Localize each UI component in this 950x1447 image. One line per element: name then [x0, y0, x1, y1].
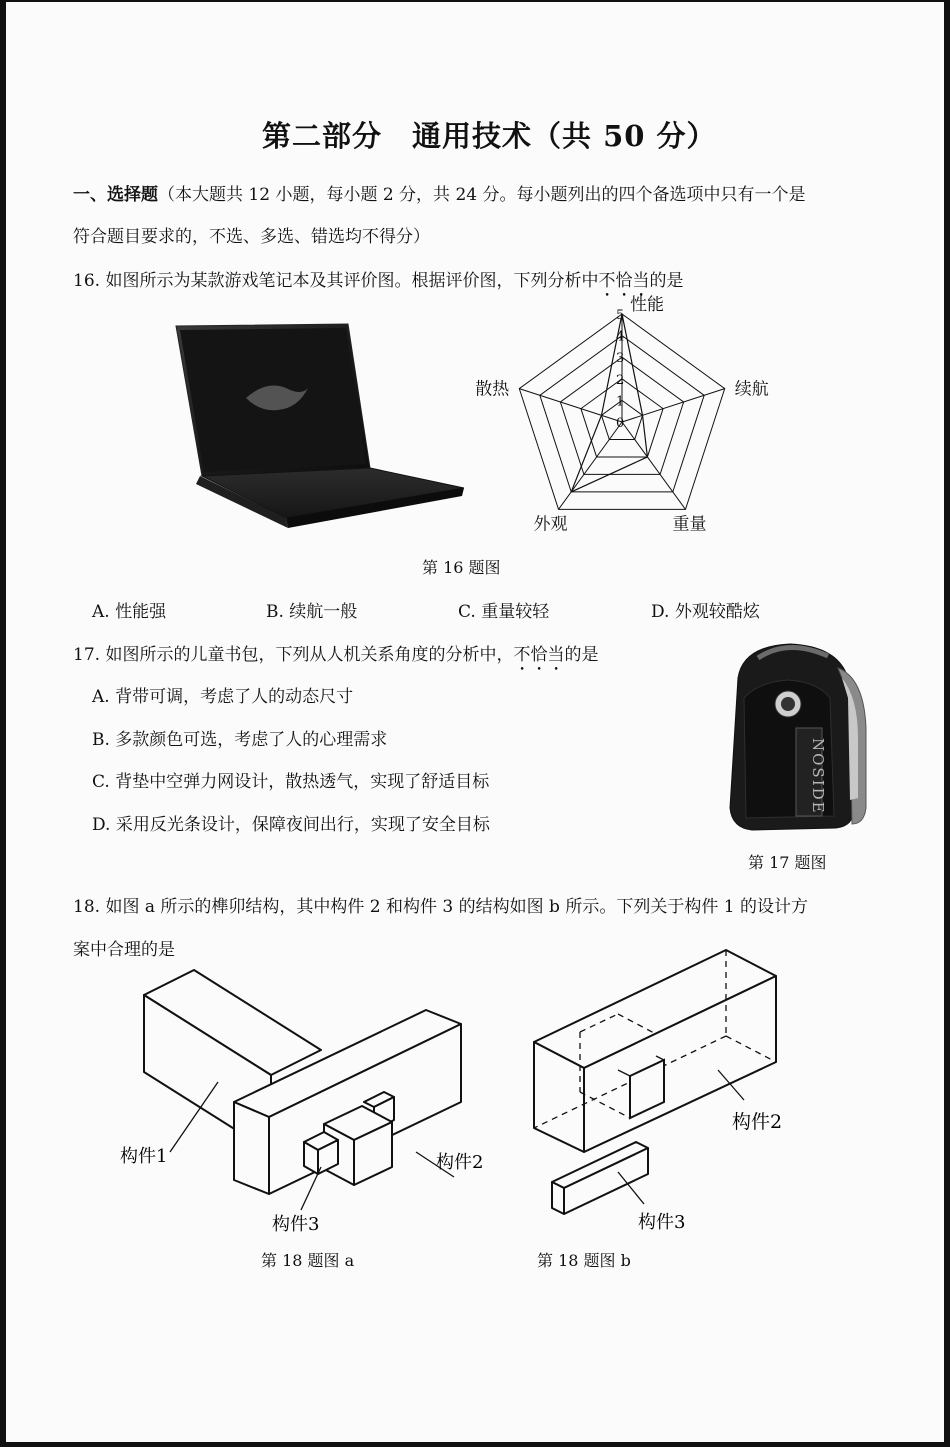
q16-caption: 第 16 题图: [422, 558, 501, 577]
radar-axis-label: 外观: [533, 514, 568, 535]
q16-option-c: C. 重量较轻: [458, 602, 550, 622]
q16-stem-emphasis: 不恰当: [598, 271, 650, 291]
radar-axis-label: 散热: [475, 379, 510, 400]
q16-option-b: B. 续航一般: [266, 602, 358, 622]
section-desc-1: （本大题共 12 小题，每小题 2 分，共 24 分。每小题列出的四个备选项中只有一个是: [158, 185, 806, 205]
q17-stem: [73, 640, 598, 675]
exam-page: [6, 2, 944, 1442]
backpack-image: [718, 638, 868, 838]
radar-axis-label: 续航: [734, 379, 769, 400]
radar-scale-labels: [616, 308, 624, 431]
q18-stem-line1: 18. 如图 a 所示的榫卯结构，其中构件 2 和构件 3 的结构如图 b 所示。下列关于构件 1 的设计方: [73, 897, 808, 917]
q17-option-d: D. 采用反光条设计，保障夜间出行，实现了安全目标: [92, 815, 490, 835]
radar-scale-label: 5: [616, 308, 625, 323]
q16-option-a: A. 性能强: [92, 602, 167, 622]
radar-chart: [474, 294, 774, 552]
q17-option-a: A. 背带可调，考虑了人的动态尺寸: [92, 687, 354, 707]
q17-option-c: C. 背垫中空弹力网设计，散热透气，实现了舒适目标: [92, 772, 490, 792]
fig18b-label-2: 构件2: [732, 1111, 783, 1133]
radar-axis-line: [559, 422, 622, 509]
laptop-image: [166, 318, 466, 532]
fig18a-label-2: 构件2: [436, 1152, 484, 1173]
radar-scale-label: 4: [616, 329, 625, 345]
fig18a-caption: 第 18 题图 a: [261, 1251, 355, 1270]
section-desc-2: 符合题目要求的，不选、多选、错选均不得分）: [73, 227, 430, 247]
radar-value-polygon: [571, 314, 647, 492]
radar-axis-label: 性能: [630, 295, 664, 315]
backpack-print-text: NOSIDE: [809, 738, 827, 815]
q16-option-d: D. 外观较酷炫: [651, 602, 760, 622]
radar-axis-line: [622, 389, 725, 422]
radar-scale-label: 1: [616, 394, 625, 410]
q18-stem-line2: 案中合理的是: [73, 940, 175, 960]
q17-stem-emphasis: 不恰当: [513, 645, 565, 665]
radar-scale-label: 3: [616, 351, 625, 367]
fig18a-diagram: [106, 962, 506, 1262]
radar-axis-label: 重量: [672, 514, 707, 535]
q17-option-b: B. 多款颜色可选，考虑了人的心理需求: [92, 730, 388, 750]
q17-stem-suffix: 的是: [564, 645, 599, 665]
radar-axis-line: [519, 389, 625, 422]
fig18b-caption: 第 18 题图 b: [537, 1251, 631, 1270]
radar-scale-label: 0: [616, 416, 625, 431]
fig18b-diagram: [518, 942, 808, 1242]
q16-stem-suffix: 的是: [649, 271, 684, 291]
q17-stem-prefix: 17. 如图所示的儿童书包，下列从人机关系角度的分析中，: [73, 645, 514, 665]
q17-caption: 第 17 题图: [748, 853, 827, 872]
fig18b-label-3: 构件3: [638, 1212, 686, 1233]
radar-axis-line: [622, 422, 685, 509]
section-heading: 一、选择题: [73, 185, 158, 205]
page-title: 第二部分 通用技术（共 50 分）: [262, 119, 717, 153]
section-intro-line1: [73, 180, 806, 205]
fig18a-label-1: 构件1: [120, 1146, 168, 1167]
q16-stem-prefix: 16. 如图所示为某款游戏笔记本及其评价图。根据评价图，下列分析中: [73, 271, 599, 291]
radar-scale-label: 2: [616, 372, 625, 388]
fig18a-label-3: 构件3: [272, 1214, 320, 1235]
